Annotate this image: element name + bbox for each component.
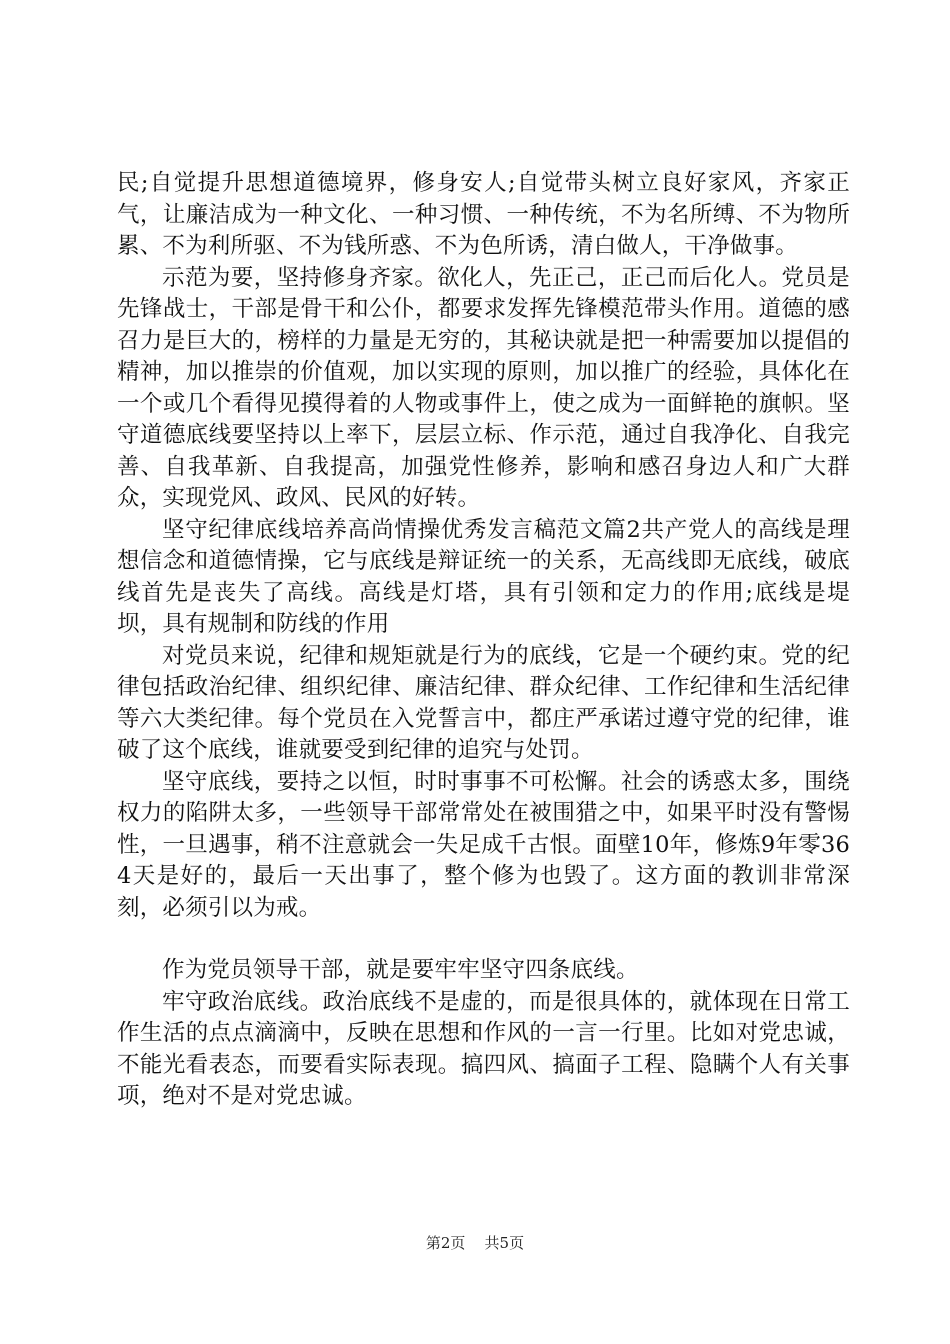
page-number: 第2页 [425, 1234, 466, 1252]
paragraph-6: 作为党员领导干部，就是要牢牢坚守四条底线。 [162, 957, 639, 983]
paragraph-7: 牢守政治底线。政治底线不是虚的，而是很具体的，就体现在日常工作生活的点点滴滴中，反映在思想和作风的一言一行里。比如对党忠诚，不能光看表态，而要看实际表现。搞四风、搞面子工程、隐瞒个人有关事项，绝对不是对党忠诚。 [117, 988, 850, 1109]
paragraph-2: 示范为要，坚持修身齐家。欲化人，先正己，正己而后化人。党员是先锋战士，干部是骨干和公仆，都要求发挥先锋模范带头作用。道德的感召力是巨大的，榜样的力量是无穷的，其秘诀就是把一种需要加以提倡的精神，加以推崇的价值观，加以实现的原则，加以推广的经验，具体化在一个或几个看得见摸得着的人物或事件上，使之成为一面鲜艳的旗帜。坚守道德底线要坚持以上率下，层层立标、作示范，通过自我净化、自我完善、自我革新、自我提高，加强党性修养，影响和感召身边人和广大群众，实现党风、政风、民风的好转。 [117, 264, 850, 511]
paragraph-4: 对党员来说，纪律和规矩就是行为的底线，它是一个硬约束。党的纪律包括政治纪律、组织纪律、廉洁纪律、群众纪律、工作纪律和生活纪律等六大类纪律。每个党员在入党誓言中，都庄严承诺过遵守党的纪律，谁破了这个底线，谁就要受到纪律的追究与处罚。 [117, 642, 850, 763]
footer-spacer [470, 1234, 480, 1252]
paragraph-3: 坚守纪律底线培养高尚情操优秀发言稿范文篇2共产党人的高线是理想信念和道德情操，它与底线是辩证统一的关系，无高线即无底线，破底线首先是丧失了高线。高线是灯塔，具有引领和定力的作用;底线是堤坝，具有规制和防线的作用 [117, 516, 850, 637]
paragraph-5: 坚守底线，要持之以恒，时时事事不可松懈。社会的诱惑太多，围绕权力的陷阱太多，一些领导干部常常处在被围猎之中，如果平时没有警惕性，一旦遇事，稍不注意就会一失足成千古恨。面壁10年，修炼9年零364天是好的，最后一天出事了，整个修为也毁了。这方面的教训非常深刻，必须引以为戒。 [117, 768, 850, 921]
paragraph-1: 民;自觉提升思想道德境界，修身安人;自觉带头树立良好家风，齐家正气，让廉洁成为一种文化、一种习惯、一种传统，不为名所缚、不为物所累、不为利所驱、不为钱所惑、不为色所诱，清白做人，干净做事。 [117, 170, 850, 259]
total-pages: 共5页 [484, 1234, 525, 1252]
document-body [117, 168, 850, 1113]
page-footer [0, 1233, 950, 1253]
